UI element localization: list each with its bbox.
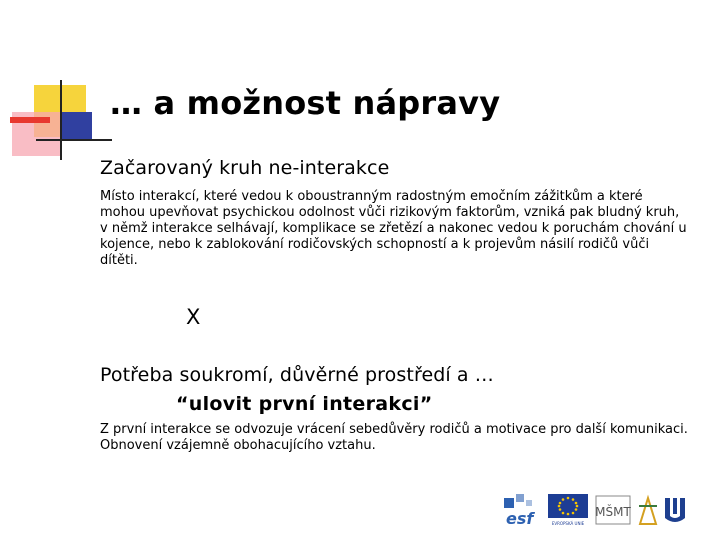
- funding-logos: [502, 492, 688, 528]
- msmt-logo-text: MŠMT: [595, 505, 631, 519]
- section2-subheading: “ulovit první interakci”: [176, 393, 433, 415]
- separator-x: X: [186, 305, 201, 329]
- msmt-logo: [592, 492, 634, 528]
- slide-title: … a možnost nápravy: [110, 84, 501, 122]
- section1-heading: Začarovaný kruh ne-interakce: [100, 157, 390, 179]
- eu-flag-logo: [546, 492, 590, 528]
- blue-square: [60, 112, 92, 140]
- muni-logo: [662, 492, 688, 528]
- section1-text: Místo interakcí, které vedou k oboustranným radostným emočním zážitkům a které mohou upevňovat psychickou odolnost vůči rizikovým faktorům, vzniká pak bludný kruh, v němž interakce selhávají, komplikace se zřetězí a nakonec vedou k poruchám chování u kojence, nebo k zablokování rodičovských schopností a k projevům násilí rodičů vůči dítěti.: [100, 189, 687, 268]
- esf-logo-text: esf: [506, 509, 534, 528]
- esf-logo: [502, 492, 546, 528]
- star-logo: [636, 492, 660, 528]
- section2-heading: Potřeba soukromí, důvěrné prostředí a …: [100, 364, 494, 386]
- red-bar: [10, 117, 50, 123]
- section2-text: Z první interakce se odvozuje vrácení sebedůvěry rodičů a motivace pro další komunikaci. Obnovení vzájemně obohacujícího vztahu.: [100, 422, 688, 453]
- decorative-squares: [0, 0, 120, 170]
- eu-caption: EVROPSKÁ UNIE: [551, 521, 585, 526]
